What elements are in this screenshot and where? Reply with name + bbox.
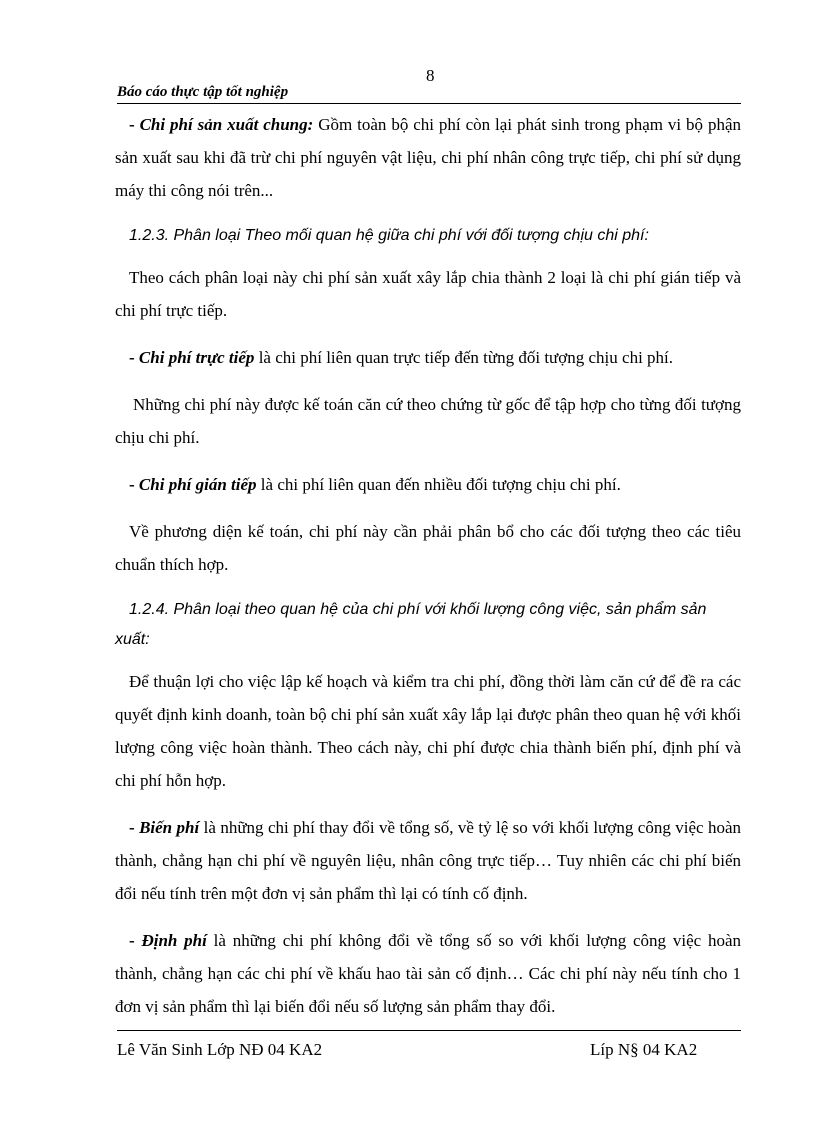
header-rule	[117, 103, 741, 104]
header-title: Báo cáo thực tập tốt nghiệp	[117, 84, 289, 100]
paragraph-phan-bo: Về phương diện kế toán, chi phí này cần phải phân bổ cho các đối tượng theo các tiêu chuẩn thích hợp.	[115, 522, 741, 574]
term-dinh-phi: Định phí	[141, 931, 207, 950]
paragraph-chi-phi-truc-tiep	[115, 341, 741, 374]
footer-rule	[117, 1030, 741, 1031]
term-chi-phi-san-xuat-chung: Chi phí sản xuất chung:	[139, 115, 314, 134]
paragraph-text: là những chi phí không đổi về tổng số so với khối lượng công việc hoàn thành, chẳng hạn các chi phí về khấu hao tài sản cố định… Các chi phí này nếu tính cho 1 đơn vị sản phẩm thì lại biến đổi nếu số lượng sản phẩm thay đổi.	[115, 931, 742, 1016]
paragraph-chi-phi-san-xuat-chung	[115, 108, 741, 207]
paragraph-text: Gồm toàn bộ chi phí còn lại phát sinh trong phạm vi bộ phận sản xuất sau khi đã trừ chi phí nguyên vật liệu, chi phí nhân công trực tiếp, chi phí sử dụng máy thi công nói trên...	[115, 115, 742, 200]
paragraph-phan-loai-intro: Theo cách phân loại này chi phí sản xuất xây lắp chia thành 2 loại là chi phí gián tiếp và chi phí trực tiếp.	[115, 268, 741, 320]
paragraph-ke-hoach: Để thuận lợi cho việc lập kế hoạch và kiểm tra chi phí, đồng thời làm căn cứ để đề ra các quyết định kinh doanh, toàn bộ chi phí sản xuất xây lắp lại được phân theo quan hệ với khối lượng công việc hoàn thành. Theo cách này, chi phí được chia thành biến phí, định phí và chi phí hỗn hợp.	[115, 672, 741, 790]
paragraph-text: là chi phí liên quan trực tiếp đến từng đối tượng chịu chi phí.	[254, 348, 674, 367]
bullet-dash: -	[129, 115, 140, 134]
page-number: 8	[426, 66, 435, 85]
term-chi-phi-truc-tiep: Chi phí trực tiếp	[138, 348, 255, 367]
footer-class: Líp N§ 04 KA2	[590, 1040, 698, 1059]
paragraph-chi-phi-gian-tiep	[115, 468, 741, 501]
term-chi-phi-gian-tiep: Chi phí gián tiếp	[138, 475, 257, 494]
paragraph-dinh-phi	[115, 924, 741, 1023]
bullet-dash: -	[129, 475, 139, 494]
document-body	[115, 108, 741, 1037]
footer-author: Lê Văn Sinh Lớp NĐ 04 KA2	[117, 1040, 323, 1059]
paragraph-text: là những chi phí thay đổi về tổng số, về tỷ lệ so với khối lượng công việc hoàn thành, chẳng hạn chi phí về nguyên liệu, nhân công trực tiếp… Tuy nhiên các chi phí biến đổi nếu tính trên một đơn vị sản phẩm thì lại có tính cố định.	[115, 818, 741, 903]
paragraph-bien-phi	[115, 811, 741, 910]
paragraph-chung-tu-goc: Những chi phí này được kế toán căn cứ theo chứng từ gốc để tập hợp cho từng đối tượng chịu chi phí.	[115, 395, 741, 447]
section-heading-1-2-3: 1.2.3. Phân loại Theo mối quan hệ giữa chi phí với đối tượng chịu chi phí:	[129, 227, 649, 244]
paragraph-text: là chi phí liên quan đến nhiều đối tượng chịu chi phí.	[256, 475, 621, 494]
bullet-dash: -	[129, 348, 139, 367]
bullet-dash: -	[129, 931, 142, 950]
bullet-dash: -	[129, 818, 140, 837]
term-bien-phi: Biến phí	[139, 818, 200, 837]
section-heading-1-2-4: 1.2.4. Phân loại theo quan hệ của chi phí với khối lượng công việc, sản phẩm sản xuất:	[115, 601, 707, 648]
